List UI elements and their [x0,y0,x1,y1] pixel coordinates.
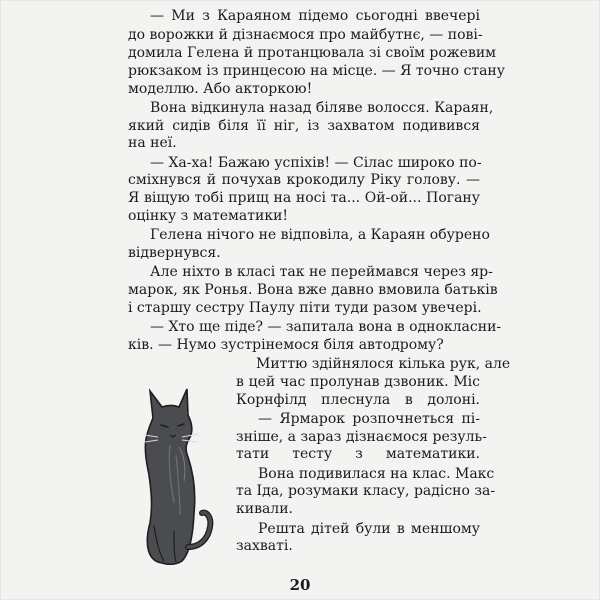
text-line: Вона відкинула назад біляве волосся. Караян, [150,99,494,116]
text-line: на неї. [128,135,177,152]
text-line: Вона подивилася на клас. Макс [258,465,495,482]
text-line: — Ярмарок розпочнеться пі- [258,410,480,427]
cat-illustration [118,385,218,565]
text-line: тати тесту з математики. [236,446,480,463]
text-line: Миттю здійнялося кілька рук, але [256,356,511,373]
text-line: Решта дітей були в меншому [258,520,480,537]
text-line: моделлю. Або акторкою! [128,80,313,97]
text-line: оцінку з математики! [128,207,289,224]
text-line: в цей час пролунав дзвоник. Міс [236,373,480,390]
text-line: — Ми з Караяном підемо сьогодні ввечері [150,8,480,24]
text-line: і старшу сестру Паулу піти туди разом увечері. [128,299,482,316]
text-line: Але ніхто в класі так не переймався через яр- [150,264,493,281]
text-line: — Ха-ха! Бажаю успіхів! — Сілас широко по- [150,154,482,171]
text-line: кивали. [236,501,293,518]
text-line: до ворожки й дізнаємося про майбутнє, — пові- [128,27,483,44]
text-line: який сидів біля її ніг, із захватом подивився [128,117,480,134]
text-line: марок, як Ронья. Вона вже давно вмовила батьків [128,282,498,298]
text-line: рюкзаком із принцесою на місце. — Я точно стану [128,62,505,79]
text-line: захваті. [236,538,293,555]
text-line: та Іда, розумаки класу, радісно за- [236,483,496,500]
text-line: зніше, а зараз дізнаємося резуль- [236,428,487,445]
text-line: Гелена нічого не відповіла, а Караян обурено [150,227,490,244]
page-number: 20 [289,576,311,594]
text-line: відвернувся. [128,244,221,261]
text-line: домила Гелена й протанцювала зі своїм рожевим [128,45,497,62]
text-line: — Хто ще піде? — запитала вона в однокласни- [150,319,502,336]
text-line: сміхнувся й почухав крокодилу Ріку голову. — [128,172,480,189]
text-line: Корнфілд плеснула в долоні. [236,391,480,408]
text-line: ків. — Нумо зустрінемося біля автодрому? [128,336,444,353]
text-line: Я віщую тобі прищ на носі та... Ой-ой... Погану [128,190,480,207]
